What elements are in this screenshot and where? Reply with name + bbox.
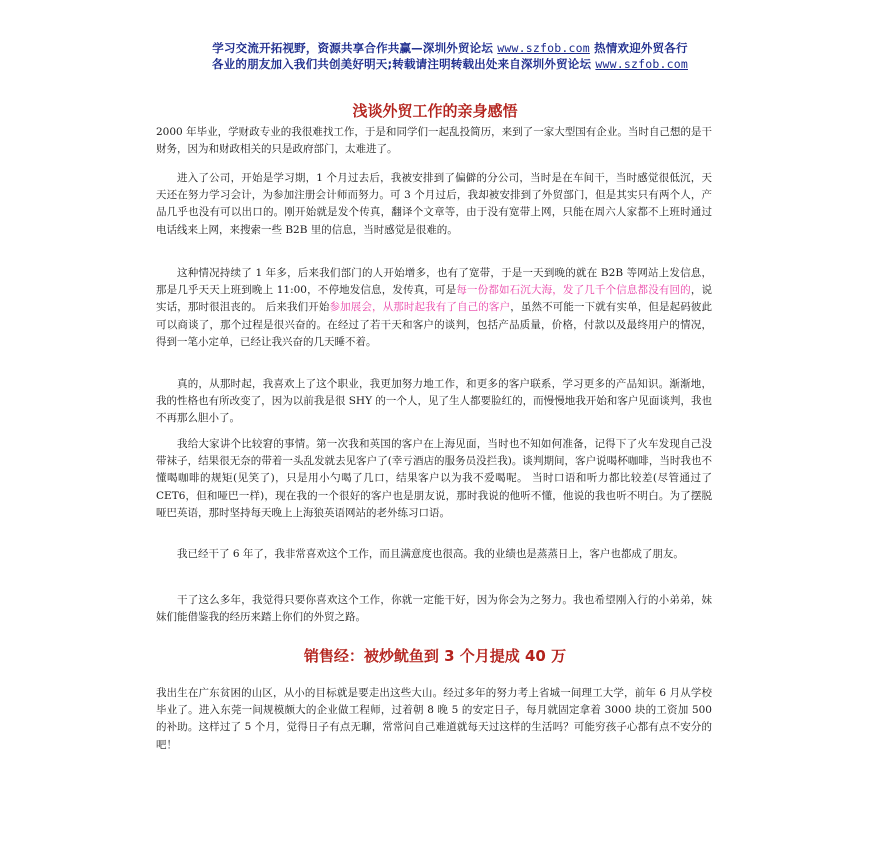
article-1-paragraph-7: 干了这么多年，我觉得只要你喜欢这个工作，你就一定能干好，因为你会为之努力。我也希望刚入行的小弟弟，妹妹们能借鉴我的经历来踏上你们的外贸之路。 xyxy=(156,594,712,624)
header-link-2[interactable]: www.szfob.com xyxy=(595,57,688,71)
highlight-no-reply: 每一份都如石沉大海，发了几千个信息都没有回的 xyxy=(456,284,691,297)
paragraph-3-part-a: 这种情况持续了 1 年多，后来我们部门的人开始增多，也有了宽带，于是一天到晚的就在 B2B 等网站上发信息， 那是几乎天天上班到晚上 11:00，不停地发信息，发传真，可是 xyxy=(156,267,712,297)
article-1-title: 浅谈外贸工作的亲身感悟 xyxy=(352,102,518,120)
article-1-paragraph-6: 我已经干了 6 年了，我非常喜欢这个工作，而且满意度也很高。我的业绩也是蒸蒸日上，客户也都成了朋友。 xyxy=(177,548,684,560)
header-line-2-text: 各业的朋友加入我们共创美好明天;转载请注明转载出处来自深圳外贸论坛 xyxy=(211,57,596,71)
forum-header xyxy=(150,40,750,72)
article-1-paragraph-3 xyxy=(156,265,712,351)
article-1-paragraph-5: 我给大家讲个比较窘的事情。第一次我和英国的客户在上海见面，当时也不知如何准备，记得下了火车发现自己没带袜子，结果很无奈的带着一头乱发就去见客户了(幸亏酒店的服务员没拦我)。谈判期间，客户说喝杯咖啡，当时我也不懂喝咖啡的规矩(见笑了)，只是用小勺喝了几口，结果客户以为我不爱喝呢。 当时口语和听力都比较差(尽管通过了 CET6，但和哑巴一样)，现在我的一个很好的客户也是朋友说，那时我说的他听不懂，他说的我也听不明白。为了摆脱哑巴英语，那时坚持每天晚上上海狼英语网站的老外练习口语。 xyxy=(156,438,712,519)
highlight-trade-show: 参加展会，从那时起我有了自己的客户 xyxy=(329,301,511,314)
article-1-paragraph-4: 真的，从那时起，我喜欢上了这个职业，我更加努力地工作，和更多的客户联系，学习更多的产品知识。渐渐地，我的性格也有所改变了，因为以前我是很 SHY 的一个人，见了生人都要脸红的，而慢慢地我开始和客户见面谈判，我也不再那么胆小了。 xyxy=(156,378,712,425)
article-2-paragraph-1: 我出生在广东贫困的山区，从小的目标就是要走出这些大山。经过多年的努力考上省城一间理工大学，前年 6 月从学校毕业了。进入东莞一间规模颇大的企业做工程师，过着朝 8 晚 5 的安定日子，每月就固定拿着 3000 块的工资加 500 的补助。这样过了 5 个月，觉得日子有点无聊，常常问自己难道就每天过这样的生活吗？可能穷孩子心都有点不安分的吧！ xyxy=(156,687,712,751)
header-line-2 xyxy=(150,56,750,72)
header-line-1-text: 学习交流开拓视野，资源共享合作共赢—深圳外贸论坛 xyxy=(212,41,498,55)
article-2-title: 销售经：被炒鱿鱼到 3 个月提成 40 万 xyxy=(303,647,567,665)
article-1-paragraph-1: 2000 年毕业，学财政专业的我很难找工作，于是和同学们一起乱投简历，来到了一家大型国有企业。当时自己想的是干财务，因为和财政相关的只是政府部门，太难进了。 xyxy=(156,126,712,156)
header-line-1 xyxy=(150,40,750,56)
paragraph-3-part-b: ，说实话，那时很沮丧的。 后来我们开始 xyxy=(156,284,713,314)
paragraph-3-part-c: ，虽然不可能一下就有实单，但是起码彼此可以商谈了，那个过程是很兴奋的。在经过了若干天和客户的谈判，包括产品质量，价格，付款以及最终用户的情况，得到一笔小定单，已经让我兴奋的几天睡不着。 xyxy=(156,301,713,348)
header-line-1-tail: 热情欢迎外贸各行 xyxy=(589,41,688,55)
article-1-paragraph-2: 进入了公司，开始是学习期，1 个月过去后，我被安排到了偏僻的分公司，当时是在车间干，当时感觉很低沉，天天还在努力学习会计，为参加注册会计师而努力。可 3 个月过后，我却被安排到了外贸部门，但是其实只有两个人，产品几乎也没有可以出口的。刚开始就是发个传真，翻译个文章等，由于没有宽带上网，只能在周六人家都不上班时通过电话线来上网，来搜索一些 B2B 里的信息，当时感觉是很难的。 xyxy=(156,172,712,236)
header-link-1[interactable]: www.szfob.com xyxy=(497,41,590,55)
